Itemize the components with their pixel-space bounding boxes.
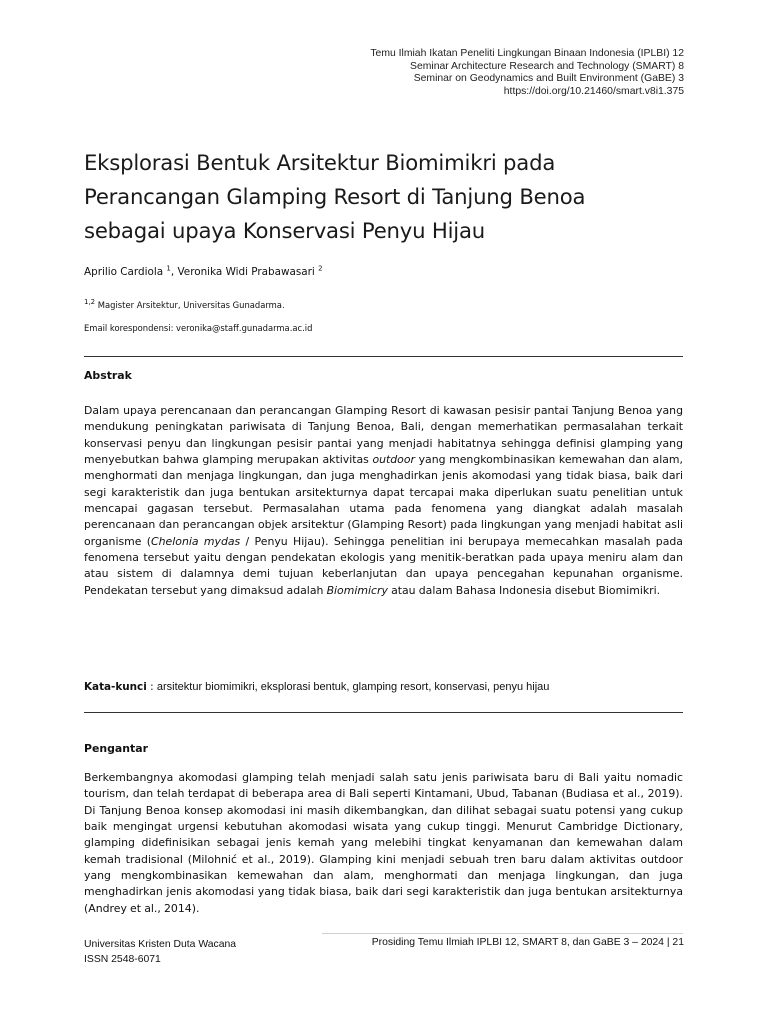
abstract-text: atau dalam Bahasa Indonesia disebut Biomimikri. bbox=[387, 583, 661, 597]
title-line-3: sebagai upaya Konservasi Penyu Hijau bbox=[84, 218, 485, 243]
header-line-iplbi: Temu Ilmiah Ikatan Peneliti Lingkungan Binaan Indonesia (IPLBI) 12 bbox=[370, 48, 684, 59]
abstract-text: yang mengkombinasikan kemewahan dan alam, menghormati dan menjaga lingkungan, dan juga menghadirkan jenis akomodasi yang tidak biasa, baik dari segi karakteristik dan juga bentukan arsitekturnya dapat tercapai maka diperlukan suatu penelitian untuk mencapai gagasan tersebut. Permasalahan utama pada fenomena yang diangkat adalah masalah perencanaan dan perancangan objek arsitektur (Glamping Resort) pada lingkungan yang menjadi habitat asli organisme ( bbox=[84, 453, 683, 548]
footer-issn: ISSN 2548-6071 bbox=[84, 954, 161, 965]
correspondence-email[interactable]: Email korespondensi: veronika@staff.gunadarma.ac.id bbox=[84, 323, 313, 333]
author-affil-mark: 2 bbox=[318, 264, 323, 273]
footer-proceedings: Prosiding Temu Ilmiah IPLBI 12, SMART 8, dan GaBE 3 – 2024 | 21 bbox=[371, 937, 684, 948]
abstract-italic-term: outdoor bbox=[372, 453, 415, 467]
header-doi-link[interactable]: https://doi.org/10.21460/smart.v8i1.375 bbox=[503, 85, 684, 97]
abstract-text: / Penyu Hijau). Sehingga penelitian ini berupaya memecahkan masalah pada fenomena tersebut yaitu dengan pendekatan ekologis yang menitik-beratkan pada upaya meniru alam dan atau sistem di dalamnya demi tujuan keberlanjutan dan upaya pencegahan kepunahan organisme. Pendekatan tersebut yang dimaksud adalah bbox=[84, 534, 683, 597]
divider-bottom bbox=[84, 712, 683, 713]
header-line-smart: Seminar Architecture Research and Technology (SMART) 8 bbox=[410, 60, 684, 72]
abstract-heading: Abstrak bbox=[84, 369, 132, 382]
author-list bbox=[84, 264, 323, 280]
paper-title bbox=[84, 146, 684, 248]
keywords-text: arsitektur biomimikri, eksplorasi bentuk, glamping resort, konservasi, penyu hijau bbox=[156, 681, 550, 693]
abstract-text: Dalam upaya perencanaan dan perancangan Glamping Resort di kawasan pesisir pantai Tanjung Benoa yang mendukung peningkatan pariwisata di Tanjung Benoa, Bali, dengan memerhatikan permasalahan terkait konservasi penyu dan lingkungan pesisir pantai yang menjadi habitatnya sehingga definisi glamping yang menyebutkan bahwa glamping merupakan aktivitas bbox=[84, 404, 683, 467]
keywords-separator: : bbox=[146, 681, 157, 693]
intro-body: Berkembangnya akomodasi glamping telah menjadi salah satu jenis pariwisata baru di Bali yaitu nomadic tourism, dan telah terdapat di beberapa area di Bali seperti Kintamani, Ubud, Tabanan (Budiasa et al., 2019). Di Tanjung Benoa konsep akomodasi ini masih dikembangkan, dan dilihat sebagai suatu potensi yang cukup baik mengingat urgensi kebutuhan akomodasi wisata yang cukup tinggi. Menurut Cambridge Dictionary, glamping didefinisikan sebagai jenis kemah yang melebihi tingkat kenyamanan dan kemewahan dalam kemah tradisional (Milohnić et al., 2019). Glamping kini menjadi sebuah tren baru dalam aktivitas outdoor yang mengkombinasikan kemewahan dan alam, menghormati dan menjaga lingkungan, dan juga menghadirkan jenis akomodasi yang tidak biasa, baik dari segi karakteristik dan juga bentukan arsitekturnya (Andrey et al., 2014). bbox=[84, 771, 683, 915]
footer-divider bbox=[322, 933, 683, 934]
abstract-italic-term: Biomimicry bbox=[326, 583, 388, 597]
header-line-gabe: Seminar on Geodynamics and Built Environment (GaBE) 3 bbox=[413, 73, 684, 85]
author-separator: , bbox=[170, 266, 178, 278]
intro-heading: Pengantar bbox=[84, 742, 148, 755]
divider-top bbox=[84, 356, 683, 357]
footer-institution: Universitas Kristen Duta Wacana bbox=[84, 939, 237, 950]
title-line-1: Eksplorasi Bentuk Arsitektur Biomimikri pada bbox=[84, 150, 556, 175]
keywords bbox=[84, 680, 549, 694]
abstract-italic-term: Chelonia mydas bbox=[151, 534, 241, 548]
running-header bbox=[370, 48, 684, 98]
footer-left bbox=[84, 937, 236, 967]
affiliation bbox=[84, 299, 285, 311]
title-line-2: Perancangan Glamping Resort di Tanjung Benoa bbox=[84, 184, 586, 209]
affiliation-mark: 1,2 bbox=[84, 298, 96, 307]
author-name: Veronika Widi Prabawasari bbox=[177, 266, 315, 278]
author-affil-mark: 1 bbox=[166, 264, 171, 273]
affiliation-text: Magister Arsitektur, Universitas Gunadarma. bbox=[95, 300, 285, 310]
author-name: Aprilio Cardiola bbox=[84, 266, 164, 278]
abstract-body bbox=[84, 403, 683, 649]
keywords-label: Kata-kunci bbox=[84, 681, 147, 693]
